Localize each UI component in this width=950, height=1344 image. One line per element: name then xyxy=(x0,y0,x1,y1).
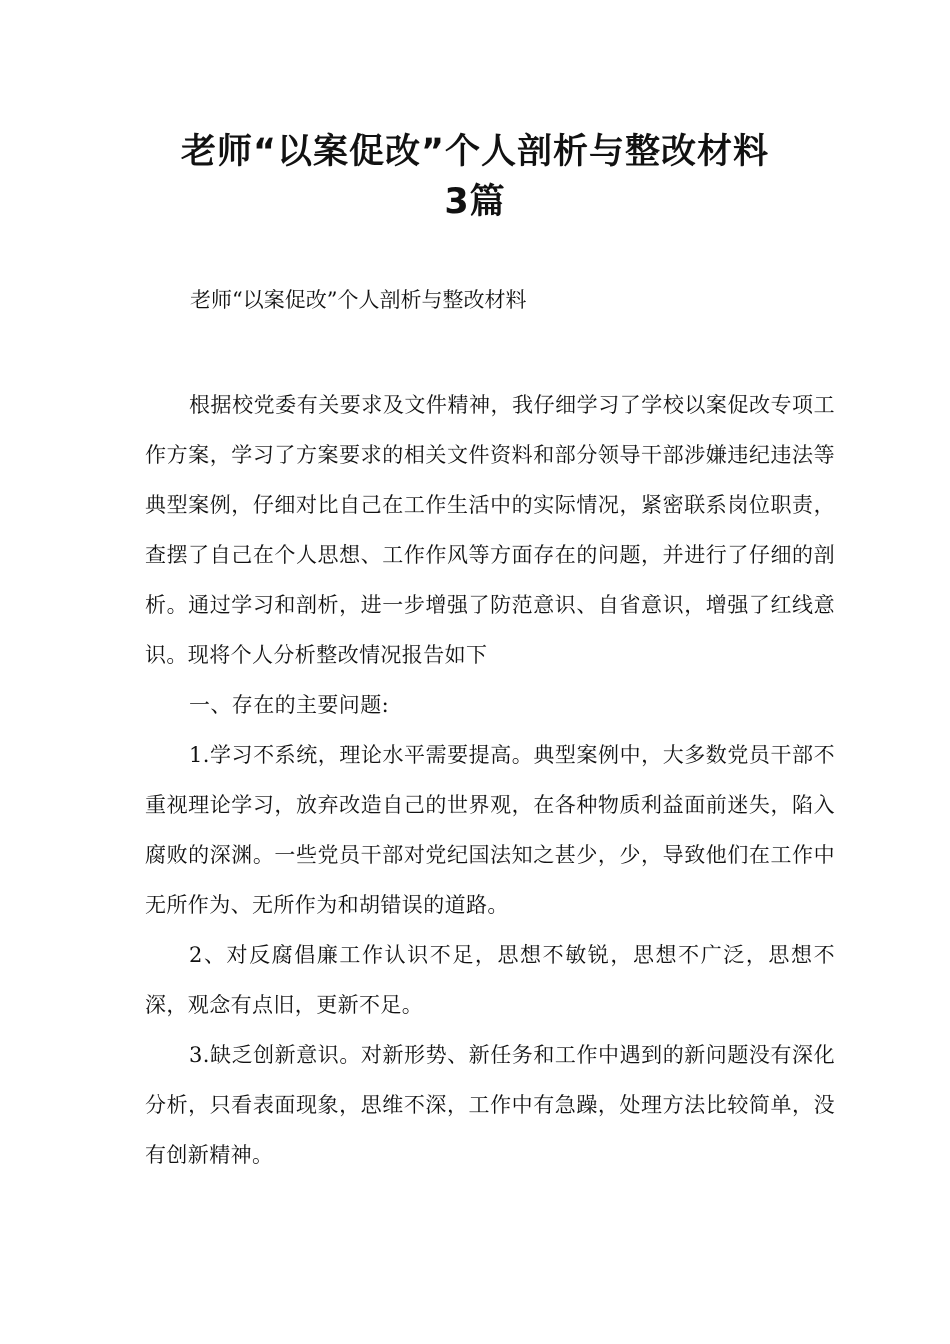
document-title-line-1: 老师“以案促改”个人剖析与整改材料 xyxy=(180,132,769,172)
document-subtitle: 老师“以案促改”个人剖析与整改材料 xyxy=(190,288,527,312)
document-title-line-2: 3篇 xyxy=(444,182,506,222)
paragraph-problem-2: 2、对反腐倡廉工作认识不足，思想不敏锐，思想不广泛，思想不深，观念有点旧，更新不足。 xyxy=(145,943,835,1017)
document-body xyxy=(145,380,835,1180)
paragraph-problem-1: 1.学习不系统，理论水平需要提高。典型案例中，大多数党员干部不重视理论学习，放弃改造自己的世界观，在各种物质利益面前迷失，陷入腐败的深渊。一些党员干部对党纪国法知之甚少，少，导致他们在工作中无所作为、无所作为和胡错误的道路。 xyxy=(145,743,835,917)
paragraph-intro: 根据校党委有关要求及文件精神，我仔细学习了学校以案促改专项工作方案，学习了方案要求的相关文件资料和部分领导干部涉嫌违纪违法等典型案例，仔细对比自己在工作生活中的实际情况，紧密联系岗位职责，查摆了自己在个人思想、工作作风等方面存在的问题，并进行了仔细的剖析。通过学习和剖析，进一步增强了防范意识、自省意识，增强了红线意识。现将个人分析整改情况报告如下 xyxy=(145,393,835,667)
paragraph-problem-3: 3.缺乏创新意识。对新形势、新任务和工作中遇到的新问题没有深化分析，只看表面现象，思维不深，工作中有急躁，处理方法比较简单，没有创新精神。 xyxy=(145,1043,835,1167)
paragraph-section-heading: 一、存在的主要问题: xyxy=(189,693,390,717)
